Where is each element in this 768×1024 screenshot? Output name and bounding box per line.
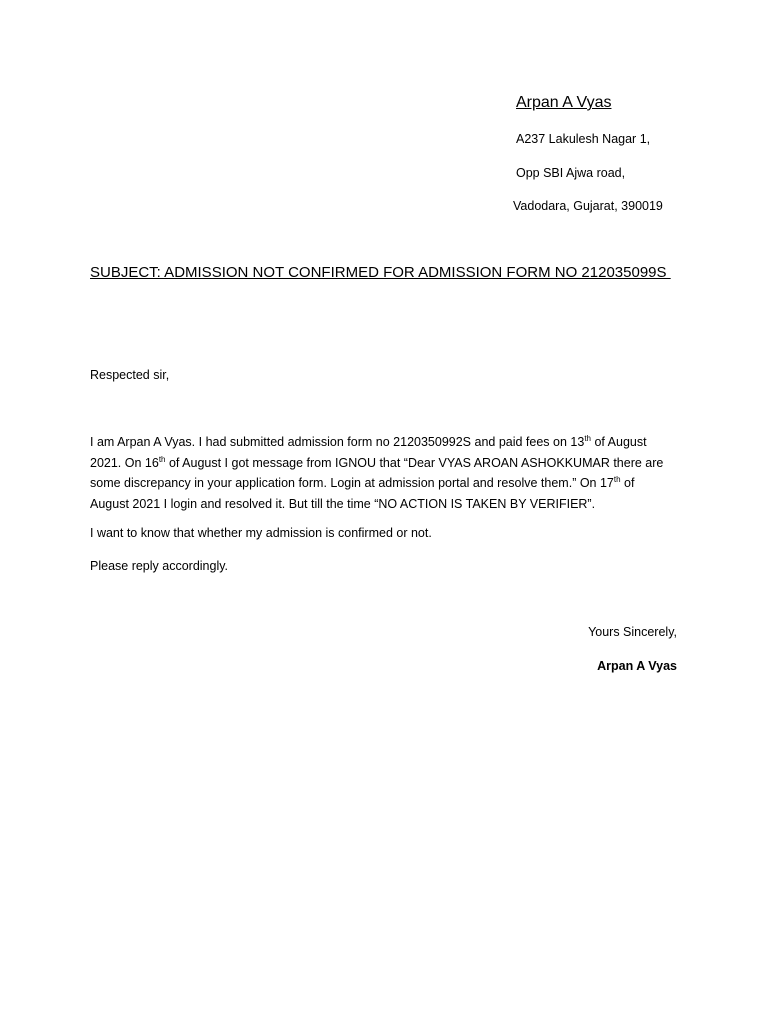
body-paragraph-2: I want to know that whether my admission is confirmed or not.	[90, 526, 432, 540]
closing: Yours Sincerely,	[588, 625, 677, 639]
salutation: Respected sir,	[90, 368, 170, 382]
letter-subject: SUBJECT: ADMISSION NOT CONFIRMED FOR ADMISSION FORM NO 212035099S	[90, 264, 671, 281]
sender-address-line-2: Opp SBI Ajwa road,	[516, 166, 626, 180]
body-text: I am Arpan A Vyas. I had submitted admission form no 2120350992S and paid fees on 13	[90, 435, 585, 449]
body-text: of August 2021. On 16	[90, 435, 647, 470]
sender-address-line-1: A237 Lakulesh Nagar 1,	[516, 132, 651, 146]
body-text: of August 2021 I login and resolved it. But till the time “NO ACTION IS TAKEN BY VERIFIER”.	[90, 476, 635, 511]
body-paragraph-1	[90, 432, 670, 514]
ordinal-suffix: th	[613, 474, 621, 484]
signature: Arpan A Vyas	[597, 659, 677, 673]
ordinal-suffix: th	[158, 454, 166, 464]
sender-name: Arpan A Vyas	[516, 94, 612, 111]
body-paragraph-3: Please reply accordingly.	[90, 559, 229, 573]
body-text: of August I got message from IGNOU that “Dear VYAS AROAN ASHOKKUMAR there are some discrepancy in your application form. Login at admission portal and resolve them.” On 17	[90, 455, 664, 490]
ordinal-suffix: th	[584, 433, 591, 443]
sender-address-line-3: Vadodara, Gujarat, 390019	[513, 199, 663, 213]
